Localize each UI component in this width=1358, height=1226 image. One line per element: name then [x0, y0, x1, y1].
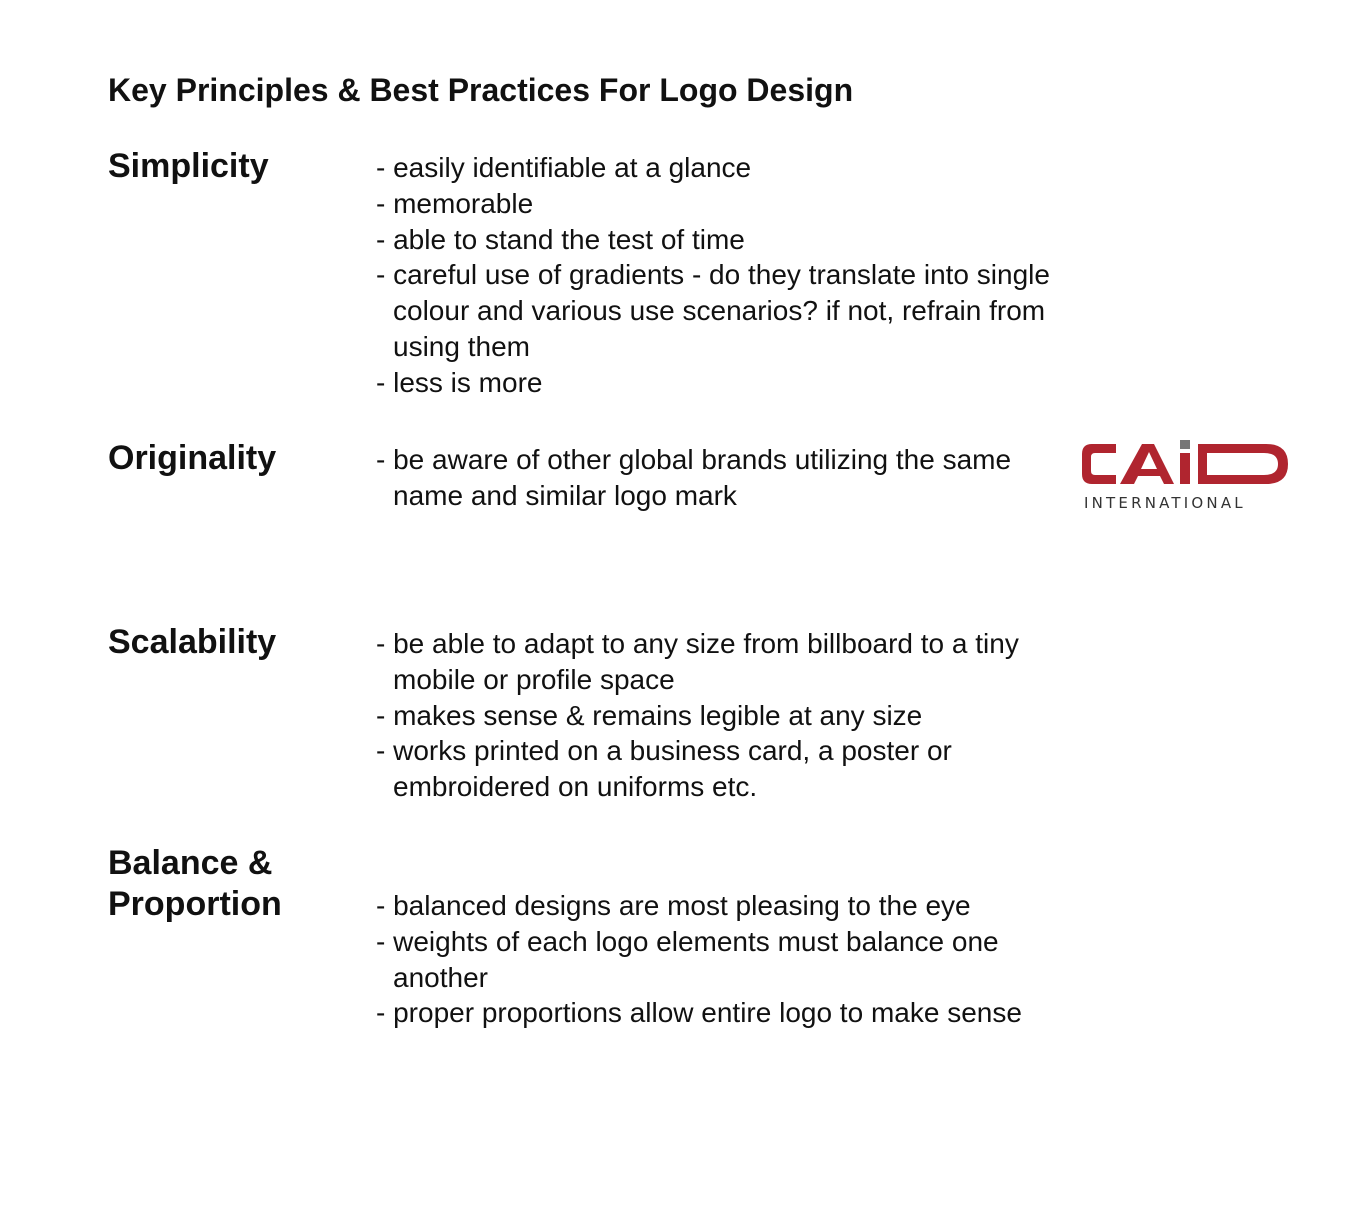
balance-proportion-bullet-list	[376, 888, 1056, 1031]
bullet-item: - proper proportions allow entire logo to make sense	[376, 995, 1056, 1031]
section-heading-scalability: Scalability	[108, 623, 277, 661]
bullet-item: - easily identifiable at a glance	[376, 150, 1106, 186]
section-heading-balance-proportion: Balance & Proportion	[108, 844, 282, 923]
originality-bullet-list	[376, 442, 1066, 514]
scalability-bullet-list	[376, 626, 1076, 805]
simplicity-bullet-list	[376, 150, 1106, 401]
bullet-item: - less is more	[376, 365, 1106, 401]
caid-wordmark	[1082, 440, 1288, 484]
bullet-item: - be aware of other global brands utilizing the same name and similar logo mark	[376, 442, 1066, 514]
bullet-item: - be able to adapt to any size from billboard to a tiny mobile or profile space	[376, 626, 1076, 698]
bullet-item: - weights of each logo elements must balance one another	[376, 924, 1056, 996]
bullet-item: - able to stand the test of time	[376, 222, 1106, 258]
bullet-item: - careful use of gradients - do they translate into single colour and various use scenarios? if not, refrain from using them	[376, 257, 1106, 364]
bullet-item: - makes sense & remains legible at any size	[376, 698, 1076, 734]
bullet-item: - balanced designs are most pleasing to the eye	[376, 888, 1056, 924]
section-heading-simplicity: Simplicity	[108, 147, 269, 185]
logo-tagline: INTERNATIONAL	[1084, 494, 1246, 512]
section-heading-originality: Originality	[108, 439, 277, 477]
caid-international-logo	[1078, 436, 1293, 516]
bullet-item: - works printed on a business card, a poster or embroidered on uniforms etc.	[376, 733, 1076, 805]
page-title: Key Principles & Best Practices For Logo Design	[108, 72, 854, 108]
bullet-item: - memorable	[376, 186, 1106, 222]
